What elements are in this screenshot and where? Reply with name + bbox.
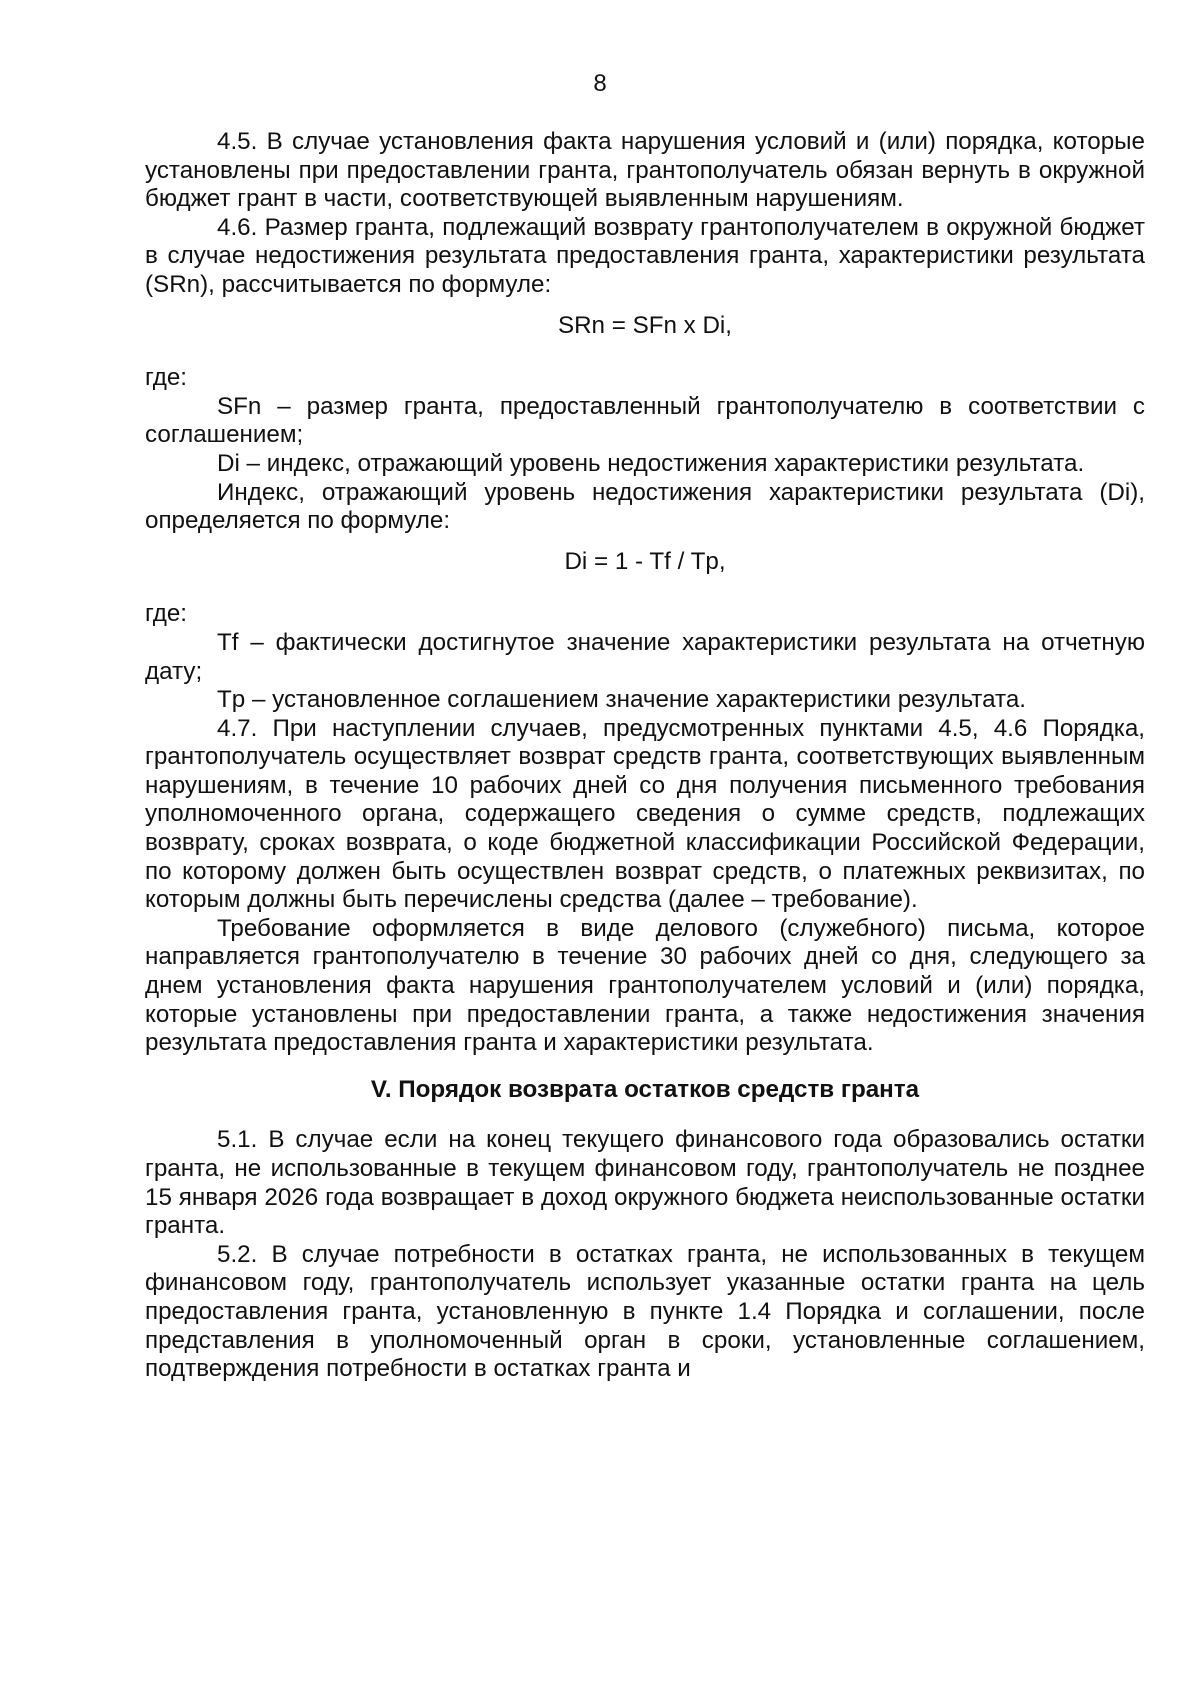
page-number: 8: [593, 70, 607, 97]
paragraph-4-6: 4.6. Размер гранта, подлежащий возврату грантополучателем в окружной бюджет в случае недостижения результата предоставления гранта, характеристики результата (SRn), рассчитывается по формуле:: [145, 213, 1145, 298]
where-label: где:: [145, 600, 188, 628]
paragraph-5-2: 5.2. В случае потребности в остатках гранта, не использованных в текущем финансовом году, грантополучатель использует указанные остатки гранта на цель предоставления гранта, установленную в пункте 1.4 Порядка и соглашении, после представления в уполномоченный орган в сроки, установленные соглашением, подтверждения потребности в остатках гранта и: [145, 1240, 1145, 1383]
paragraph-5-1: 5.1. В случае если на конец текущего финансового года образовались остатки гранта, не использованные в текущем финансовом году, грантополучатель не позднее 15 января 2026 года возвращает в доход окружного бюджета неиспользованные остатки гранта.: [145, 1126, 1145, 1240]
formula-srn: SRn = SFn x Di,: [557, 311, 733, 339]
where-label: где:: [145, 364, 188, 392]
paragraph-4-7: 4.7. При наступлении случаев, предусмотренных пунктами 4.5, 4.6 Порядка, грантополучатель осуществляет возврат средств гранта, соответствующих выявленным нарушениям, в течение 10 рабочих дней со дня получения письменного требования уполномоченного органа, содержащего сведения о сумме средств, подлежащих возврату, сроках возврата, о коде бюджетной классификации Российской Федерации, по которому должен быть осуществлен возврат средств, о платежных реквизитах, по которым должны быть перечислены средства (далее – требование).: [145, 714, 1145, 914]
paragraph-requirement: Требование оформляется в виде делового (служебного) письма, которое направляется грантополучателю в течение 30 рабочих дней со дня, следующего за днем установления факта нарушения грантополучателем условий и (или) порядка, которые установлены при предоставлении гранта, а также недостижения значения результата предоставления гранта и характеристики результата.: [145, 914, 1145, 1057]
paragraph-4-5: 4.5. В случае установления факта нарушения условий и (или) порядка, которые установлены при предоставлении гранта, грантополучатель обязан вернуть в окружной бюджет грант в части, соответствующей выявленным нарушениям.: [145, 128, 1145, 213]
document-body: [145, 128, 1145, 1384]
definition-tp: Tp – установленное соглашением значение характеристики результата.: [217, 686, 1026, 714]
section-heading: V. Порядок возврата остатков средств гранта: [370, 1075, 920, 1103]
formula-di: Di = 1 - Tf / Tp,: [564, 547, 726, 575]
paragraph-index-intro: Индекс, отражающий уровень недостижения характеристики результата (Di), определяется по формуле:: [145, 478, 1145, 535]
definition-di: Di – индекс, отражающий уровень недостижения характеристики результата.: [217, 449, 1085, 477]
definition-tf: Tf – фактически достигнутое значение характеристики результата на отчетную дату;: [145, 628, 1145, 685]
definition-sfn: SFn – размер гранта, предоставленный грантополучателю в соответствии с соглашением;: [145, 392, 1145, 449]
